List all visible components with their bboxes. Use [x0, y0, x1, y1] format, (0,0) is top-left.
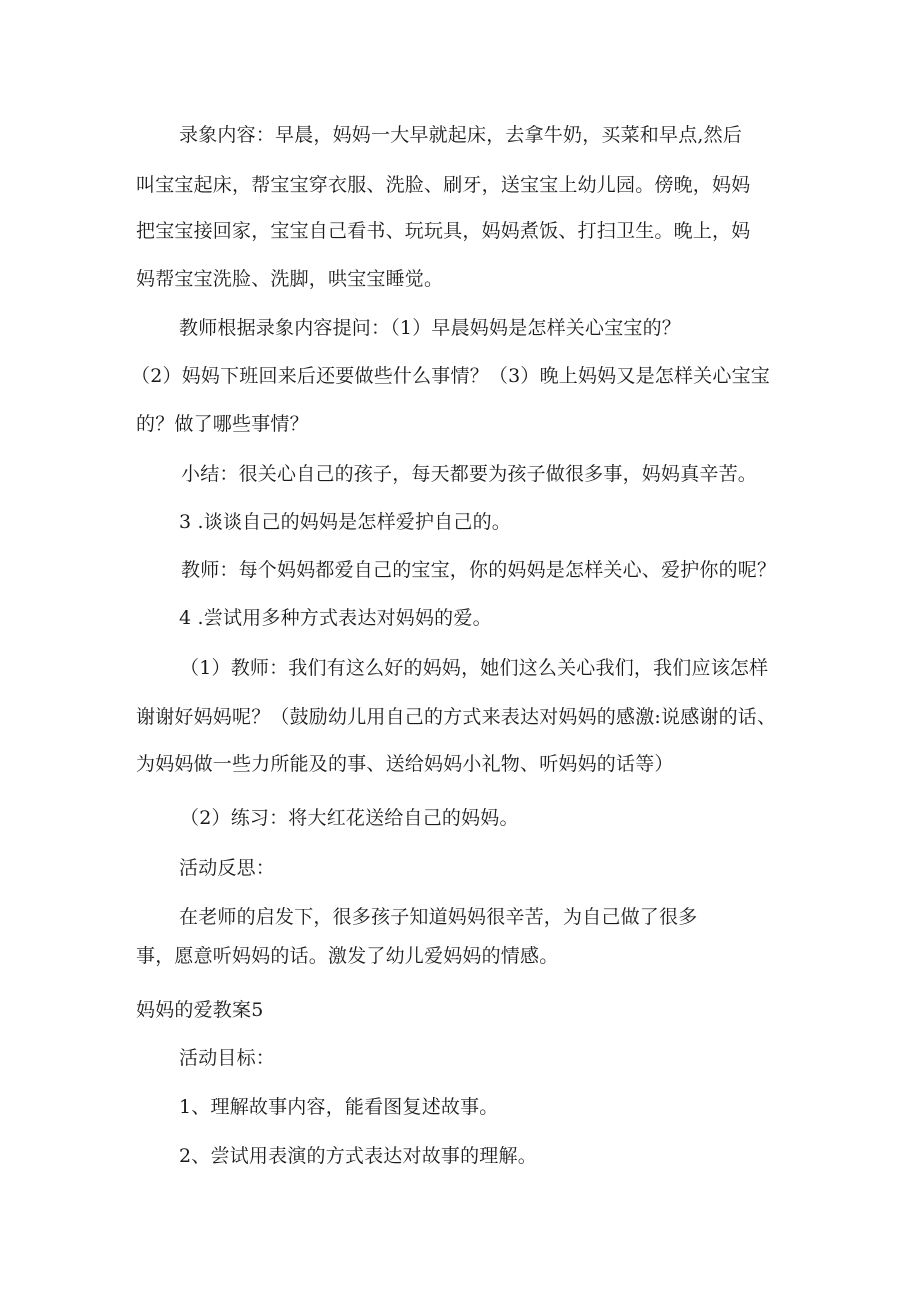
paragraph-line: 录象内容：早晨，妈妈一大早就起床，去拿牛奶，买菜和早点,然后	[179, 124, 743, 146]
paragraph-line: 在老师的启发下，很多孩子知道妈妈很辛苦，为自己做了很多	[179, 906, 698, 928]
list-item: 1、理解故事内容，能看图复述故事。	[179, 1096, 499, 1118]
paragraph-line: 教师：每个妈妈都爱自己的宝宝，你的妈妈是怎样关心、爱护你的呢？	[181, 559, 777, 581]
section-heading: 4 .尝试用多种方式表达对妈妈的爱。	[179, 607, 492, 629]
section-heading: 活动反思：	[179, 857, 276, 879]
paragraph-line: 为妈妈做一些力所能及的事、送给妈妈小礼物、听妈妈的话等）	[136, 753, 674, 775]
paragraph-line: 叫宝宝起床，帮宝宝穿衣服、洗脸、刷牙，送宝宝上幼儿园。傍晚，妈妈	[136, 174, 751, 196]
paragraph-line: （2）妈妈下班回来后还要做些什么事情？（3）晚上妈妈又是怎样关心宝宝	[131, 365, 770, 387]
section-heading: 3 .谈谈自己的妈妈是怎样爱护自己的。	[179, 511, 511, 533]
paragraph-line: 的？做了哪些事情？	[136, 413, 309, 435]
paragraph-line: （2）练习：将大红花送给自己的妈妈。	[180, 807, 519, 829]
paragraph-line: 事，愿意听妈妈的话。激发了幼儿爱妈妈的情感。	[136, 945, 559, 967]
document-title: 妈妈的爱教案5	[136, 999, 264, 1021]
paragraph-line: 把宝宝接回家，宝宝自己看书、玩玩具，妈妈煮饭、打扫卫生。晚上，妈	[136, 220, 751, 242]
section-heading: 活动目标：	[179, 1047, 276, 1069]
summary-line: 小结：很关心自己的孩子，每天都要为孩子做很多事，妈妈真辛苦。	[181, 463, 758, 485]
paragraph-line: 教师根据录象内容提问：（1）早晨妈妈是怎样关心宝宝的？	[179, 317, 681, 339]
paragraph-line: （1）教师：我们有这么好的妈妈，她们这么关心我们，我们应该怎样	[180, 657, 769, 679]
list-item: 2、尝试用表演的方式表达对故事的理解。	[179, 1145, 537, 1167]
paragraph-line: 谢谢好妈妈呢？（鼓励幼儿用自己的方式来表达对妈妈的感激:说感谢的话、	[136, 706, 777, 728]
paragraph-line: 妈帮宝宝洗脸、洗脚，哄宝宝睡觉。	[136, 268, 444, 290]
